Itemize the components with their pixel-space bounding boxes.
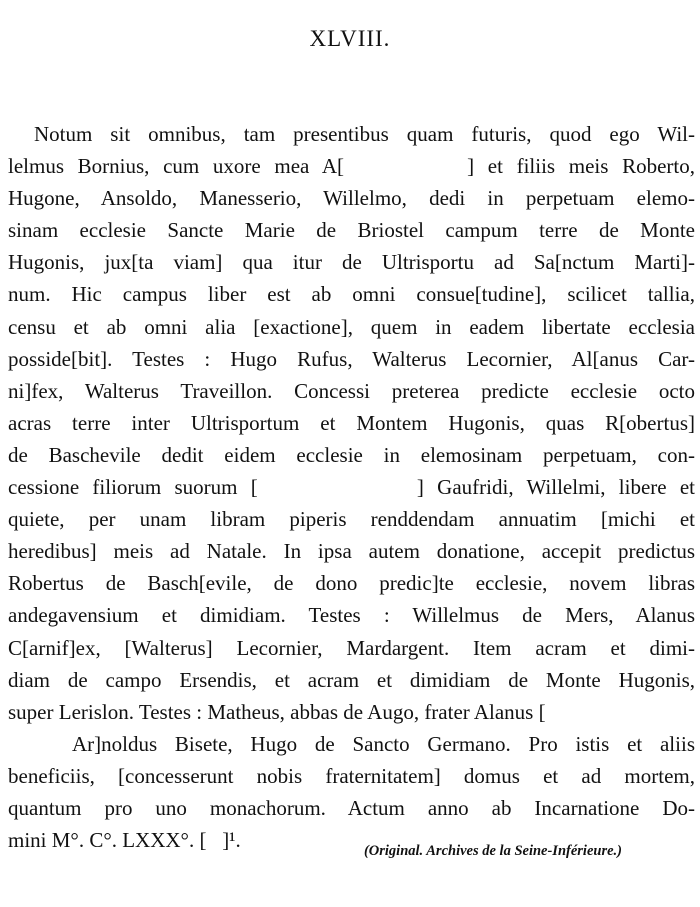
text-line: andegavensium et dimidiam. Testes : Willelmus de Mers, Alanus xyxy=(8,603,695,628)
text-line: lelmus Bornius, cum uxore mea A[ ] et filiis meis Roberto, xyxy=(8,154,695,179)
charter-text xyxy=(8,118,695,856)
text-line: mini M°. C°. LXXX°. [ ]¹. xyxy=(8,828,241,853)
text-line: quiete, per unam libram piperis renddendam annuatim [michi et xyxy=(8,507,695,532)
text-line: acras terre inter Ultrisportum et Montem Hugonis, quas R[obertus] xyxy=(8,410,695,435)
text-line: num. Hic campus liber est ab omni consue[tudine], scilicet tallia, xyxy=(8,282,695,307)
text-line: C[arnif]ex, [Walterus] Lecornier, Mardargent. Item acram et dimi- xyxy=(8,635,695,660)
text-line: beneficiis, [concesserunt nobis fraternitatem] domus et ad mortem, xyxy=(8,763,695,788)
text-line: ni]fex, Walterus Traveillon. Concessi preterea predicte ecclesie octo xyxy=(8,378,695,403)
text-line: diam de campo Ersendis, et acram et dimidiam de Monte Hugonis, xyxy=(8,667,695,692)
text-line: heredibus] meis ad Natale. In ipsa autem donatione, accepit predictus xyxy=(8,539,695,564)
text-line: Robertus de Basch[evile, de dono predic]te ecclesie, novem libras xyxy=(8,571,695,596)
text-line: quantum pro uno monachorum. Actum anno ab Incarnatione Do- xyxy=(8,795,695,820)
text-line: Hugonis, jux[ta viam] qua itur de Ultrisportu ad Sa[nctum Marti]- xyxy=(8,250,695,275)
charter-number-heading: XLVIII. xyxy=(309,26,391,51)
text-line: super Lerislon. Testes : Matheus, abbas de Augo, frater Alanus [ xyxy=(8,699,546,724)
text-line: Hugone, Ansoldo, Manesserio, Willelmo, dedi in perpetuam elemo- xyxy=(8,186,695,211)
text-line: de Baschevile dedit eidem ecclesie in elemosinam perpetuam, con- xyxy=(8,442,695,467)
text-line: posside[bit]. Testes : Hugo Rufus, Walterus Lecornier, Al[anus Car- xyxy=(8,346,695,371)
source-citation: (Original. Archives de la Seine-Inférieure.) xyxy=(363,843,622,859)
text-line: censu et ab omni alia [exactione], quem in eadem libertate ecclesia xyxy=(8,314,695,339)
text-line: Notum sit omnibus, tam presentibus quam futuris, quod ego Wil- xyxy=(34,122,695,146)
text-line: sinam ecclesie Sancte Marie de Briostel campum terre de Monte xyxy=(8,218,695,243)
text-line: cessione filiorum suorum [ ] Gaufridi, Willelmi, libere et xyxy=(8,475,695,500)
text-line: Ar]noldus Bisete, Hugo de Sancto Germano. Pro istis et aliis xyxy=(72,731,695,756)
